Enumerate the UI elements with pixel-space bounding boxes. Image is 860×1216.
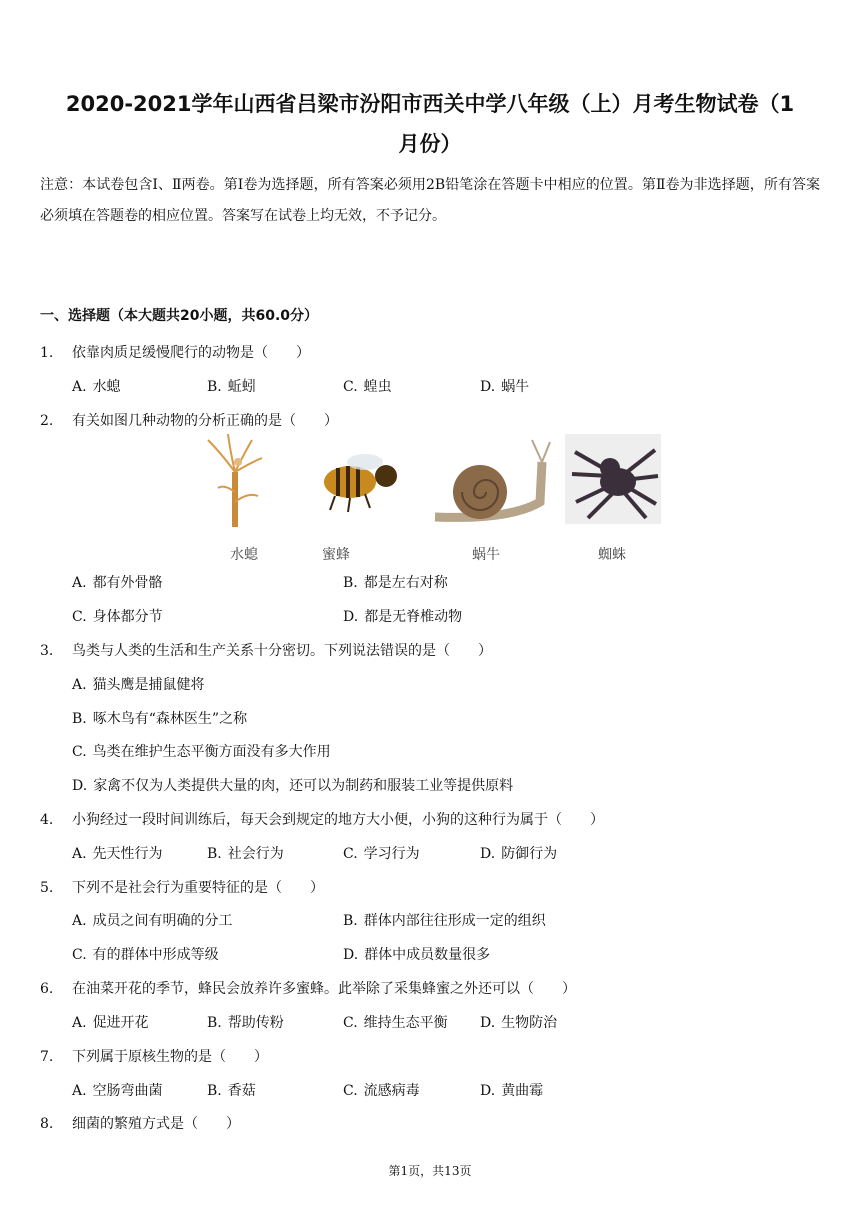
q3-option-a: A. 猫头鹰是捕鼠健将 (72, 677, 205, 693)
section-heading: 一、选择题（本大题共20小题，共60.0分） (40, 308, 319, 324)
question-8: 8. 细菌的繁殖方式是（ ） (40, 1116, 240, 1132)
question-4: 4. 小狗经过一段时间训练后，每天会到规定的地方大小便，小狗的这种行为属于（ ） (40, 812, 604, 828)
q5-option-a: A. 成员之间有明确的分工 (72, 913, 233, 929)
spider-image (565, 434, 661, 524)
question-1: 1. 依靠肉质足缓慢爬行的动物是（ ） (40, 345, 310, 361)
caption-hydra: 水螅 (230, 547, 258, 563)
q6-option-b: B. 帮助传粉 (207, 1015, 284, 1031)
q1-option-a: A. 水螅 (72, 379, 121, 395)
caption-bee: 蜜蜂 (322, 547, 350, 563)
caption-spider: 蜘蛛 (598, 547, 626, 563)
q7-option-b: B. 香菇 (207, 1083, 256, 1099)
q1-option-b: B. 蚯蚓 (207, 379, 256, 395)
question-2: 2. 有关如图几种动物的分析正确的是（ ） (40, 413, 338, 429)
hydra-image (208, 434, 262, 527)
q4-option-c: C. 学习行为 (343, 846, 420, 862)
exam-notice: 注意：本试卷包含Ⅰ、Ⅱ两卷。第Ⅰ卷为选择题，所有答案必须用2B铅笔涂在答题卡中相应的位置。第Ⅱ卷为非选择题，所有答案必须填在答题卷的相应位置。答案写在试卷上均无效，不予记分。 (40, 177, 820, 224)
q4-option-b: B. 社会行为 (207, 846, 284, 862)
q4-option-a: A. 先天性行为 (72, 846, 163, 862)
q3-option-d: D. 家禽不仅为人类提供大量的肉，还可以为制药和服装工业等提供原料 (72, 778, 514, 794)
exam-title-line2: 月份） (398, 132, 462, 156)
animal-illustrations (190, 432, 670, 542)
snail-image (435, 440, 550, 519)
q5-option-c: C. 有的群体中形成等级 (72, 947, 219, 963)
q2-option-c: C. 身体都分节 (72, 609, 163, 625)
q2-option-a: A. 都有外骨骼 (72, 575, 163, 591)
caption-snail: 蜗牛 (472, 547, 500, 563)
animal-figure (190, 432, 670, 567)
q7-option-d: D. 黄曲霉 (480, 1083, 544, 1099)
q3-option-c: C. 鸟类在维护生态平衡方面没有多大作用 (72, 744, 331, 760)
question-6: 6. 在油菜开花的季节，蜂民会放养许多蜜蜂。此举除了采集蜂蜜之外还可以（ ） (40, 981, 576, 997)
q7-option-a: A. 空肠弯曲菌 (72, 1083, 163, 1099)
page-footer: 第1页，共13页 (388, 1164, 472, 1178)
bee-image (324, 454, 397, 512)
q2-option-d: D. 都是无脊椎动物 (343, 609, 463, 625)
q1-option-d: D. 蜗牛 (480, 379, 530, 395)
exam-title-line1: 2020-2021学年山西省吕梁市汾阳市西关中学八年级（上）月考生物试卷（1 (65, 92, 795, 116)
q5-option-d: D. 群体中成员数量很多 (343, 947, 491, 963)
question-5: 5. 下列不是社会行为重要特征的是（ ） (40, 880, 324, 896)
q4-option-d: D. 防御行为 (480, 846, 558, 862)
q6-option-c: C. 维持生态平衡 (343, 1015, 448, 1031)
q6-option-d: D. 生物防治 (480, 1015, 558, 1031)
q3-option-b: B. 啄木鸟有“森林医生”之称 (72, 711, 248, 727)
question-7: 7. 下列属于原核生物的是（ ） (40, 1049, 268, 1065)
question-3: 3. 鸟类与人类的生活和生产关系十分密切。下列说法错误的是（ ） (40, 643, 492, 659)
q1-option-c: C. 蝗虫 (343, 379, 392, 395)
q2-option-b: B. 都是左右对称 (343, 575, 448, 591)
q7-option-c: C. 流感病毒 (343, 1083, 420, 1099)
q5-option-b: B. 群体内部往往形成一定的组织 (343, 913, 546, 929)
q6-option-a: A. 促进开花 (72, 1015, 149, 1031)
